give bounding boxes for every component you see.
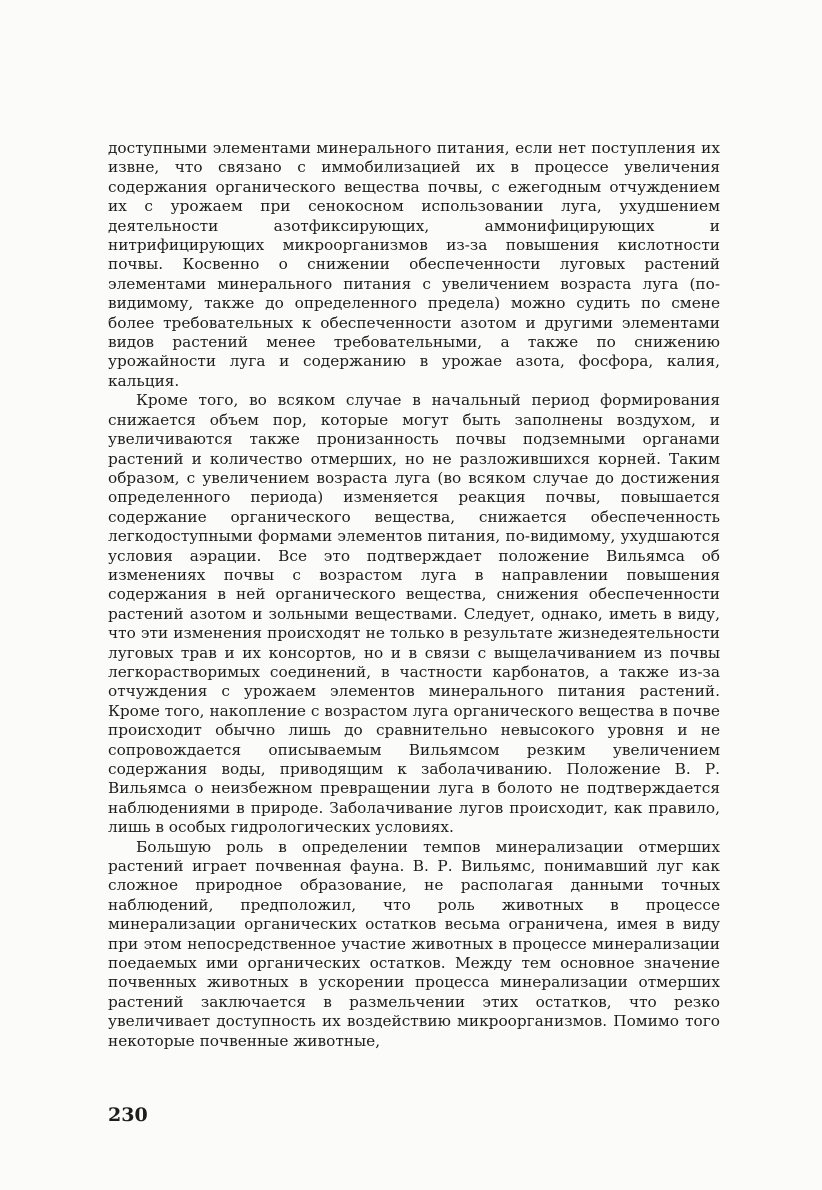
body-text (108, 139, 720, 1051)
paragraph-continuation: доступными элементами минерального питания, если нет поступления их извне, что связано с иммобилизацией их в процессе увеличения содержания органического вещества почвы, с ежегодным отчуждением их с урожаем при сенокосном использовании луга, ухудшением деятельности азотфиксирующих, аммонифицирующих и нитрифицирующих микроорганизмов из-за повышения кислотности почвы. Косвенно о снижении обеспеченности луговых растений элементами минерального питания с увеличением возраста луга (по-видимому, также до определенного предела) можно судить по смене более требовательных к обеспеченности азотом и другими элементами видов растений менее требовательными, а также по снижению урожайности луга и содержанию в урожае азота, фосфора, калия, кальция. (108, 139, 720, 390)
page-number: 230 (108, 1104, 148, 1126)
paragraph: Кроме того, во всяком случае в начальный период формирования снижается объем пор, которые могут быть заполнены воздухом, и увеличиваются также пронизанность почвы подземными органами растений и количество отмерших, но не разложившихся корней. Таким образом, с увеличением возраста луга (во всяком случае до достижения определенного периода) изменяется реакция почвы, повышается содержание органического вещества, снижается обеспеченность легкодоступными формами элементов питания, по-видимому, ухудшаются условия аэрации. Все это подтверждает положение Вильямса об изменениях почвы с возрастом луга в направлении повышения содержания в ней органического вещества, снижения обеспеченности растений азотом и зольными веществами. Следует, однако, иметь в виду, что эти изменения происходят не только в результате жизнедеятельности луговых трав и их консортов, но и в связи с выщелачиванием из почвы легкорастворимых соединений, в частности карбонатов, а также из-за отчуждения с урожаем элементов минерального питания растений. Кроме того, накопление с возрастом луга органического вещества в почве происходит обычно лишь до сравнительно невысокого уровня и не сопровождается описываемым Вильямсом резким увеличением содержания воды, приводящим к заболачиванию. Положение В. Р. Вильямса о неизбежном превращении луга в болото не подтверждается наблюдениями в природе. Заболачивание лугов происходит, как правило, лишь в особых гидрологических условиях. (108, 391, 720, 837)
paragraph: Большую роль в определении темпов минерализации отмерших растений играет почвенная фауна. В. Р. Вильямс, понимавший луг как сложное природное образование, не располагая данными точных наблюдений, предположил, что роль животных в процессе минерализации органических остатков весьма ограничена, имея в виду при этом непосредственное участие животных в процессе минерализации поедаемых ими органических остатков. Между тем основное значение почвенных животных в ускорении процесса минерализации отмерших растений заключается в размельчении этих остатков, что резко увеличивает доступность их воздействию микроорганизмов. Помимо того некоторые почвенные животные, (108, 837, 720, 1050)
